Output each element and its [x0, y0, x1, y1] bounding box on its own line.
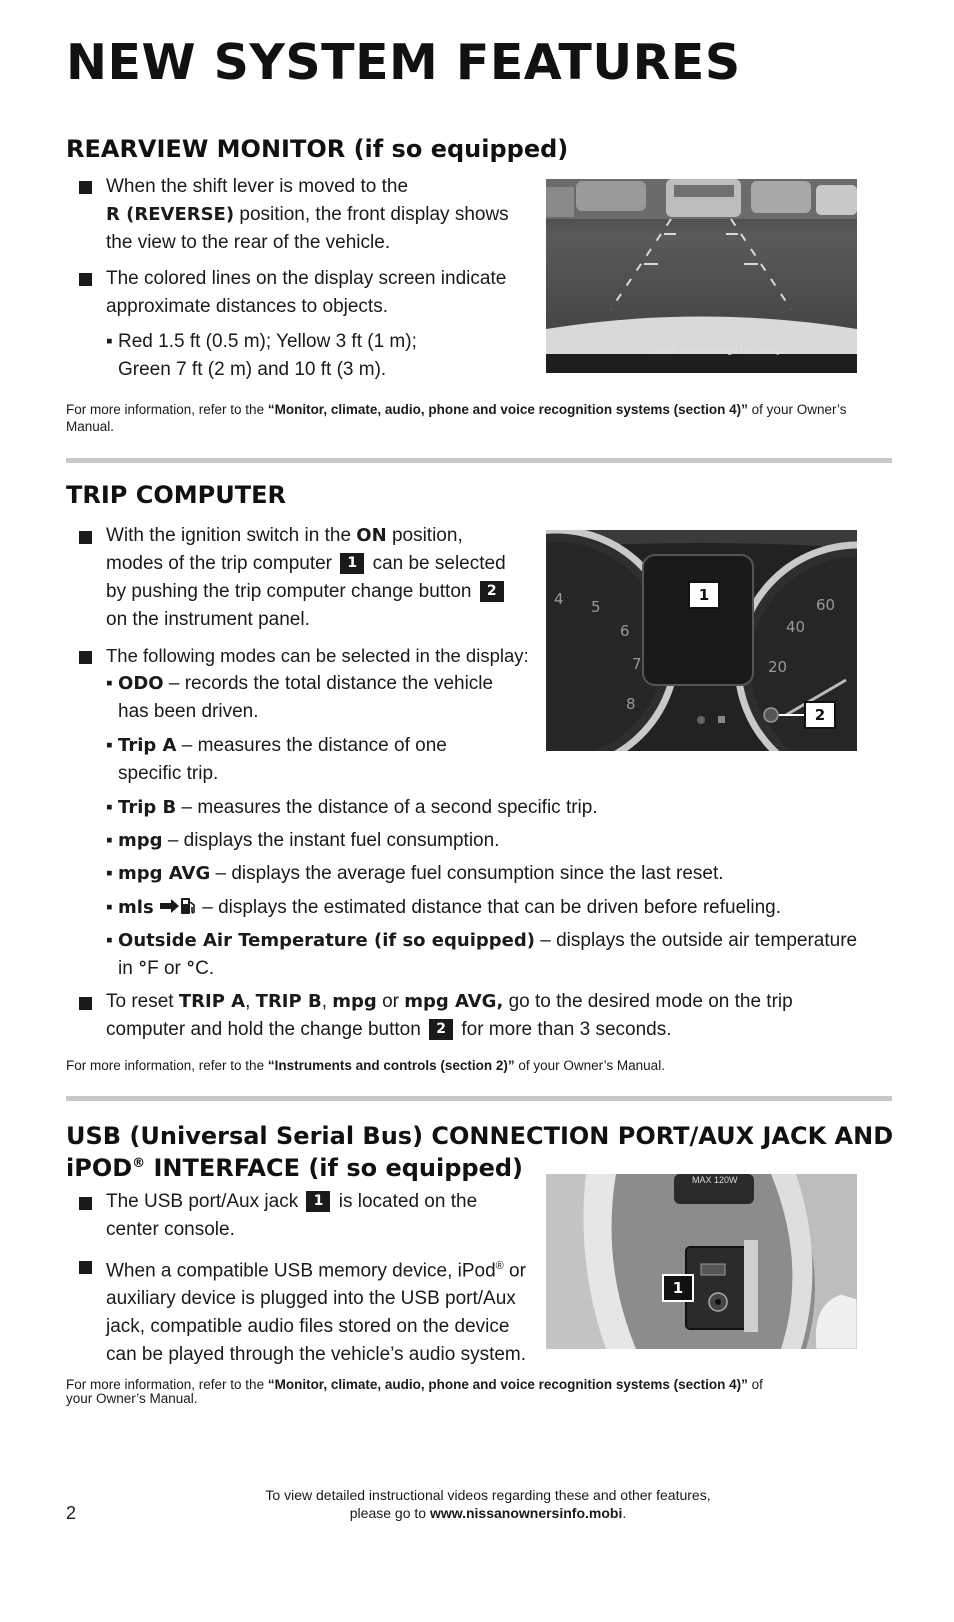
rearview-b1-line2 [106, 201, 536, 229]
note-reference: “Instruments and controls (section 2)” [267, 1058, 515, 1073]
reset-l2-pre: computer and hold the change button [106, 1019, 421, 1040]
bullet-square [79, 1261, 92, 1274]
rearview-caption: Check surroundings for safety. [648, 345, 784, 356]
tripa-line1: ▪ Trip A – measures the distance of one [106, 735, 447, 756]
usb-note [66, 1376, 866, 1407]
trip-b1-l2-pre: modes of the trip computer [106, 553, 332, 574]
gauge-tick-label: 8 [626, 695, 636, 713]
reset-sep2: , [321, 991, 327, 1012]
usb-b2-l1-b: or [503, 1260, 526, 1282]
rearview-camera-svg [546, 179, 857, 373]
trip-b1-l1-pre: With the ignition switch in the [106, 525, 352, 546]
degree-symbol: ° [186, 958, 196, 979]
reset-mpg: mpg [332, 991, 377, 1012]
reset-sep1: , [245, 991, 251, 1012]
trip-reset-bullet [106, 988, 896, 1044]
usb-heading-l2-rest: INTERFACE (if so equipped) [145, 1154, 524, 1182]
usb-heading-line1: USB (Universal Serial Bus) CONNECTION PORT/AUX JACK AND [66, 1122, 894, 1150]
mpg-avg-label: mpg AVG [118, 863, 211, 884]
bullet-square [79, 651, 92, 664]
gauge-tick-label: 7 [632, 655, 642, 673]
usb-port-svg [546, 1174, 857, 1349]
on-label: ON [356, 525, 387, 546]
oat-l2-b: F or [147, 958, 187, 979]
usb-port-image [546, 1174, 857, 1349]
rearview-bullet-1 [106, 173, 536, 257]
image-callout-1: 1 [688, 581, 720, 609]
callout-badge-1: 1 [340, 553, 364, 574]
tripb-label: Trip B [118, 797, 177, 818]
rearview-camera-image [546, 179, 857, 373]
bullet-square [79, 273, 92, 286]
reset-l2-post: for more than 3 seconds. [461, 1019, 672, 1040]
image-callout-2: 2 [804, 701, 836, 729]
note-prefix: For more information, refer to the [66, 1058, 268, 1073]
usb-b2-line3: jack, compatible audio files stored on the device [106, 1316, 510, 1338]
trip-heading: TRIP COMPUTER [66, 481, 286, 509]
trip-mode-odo [106, 670, 536, 726]
rearview-b1-line2-text: position, the front display shows [239, 204, 509, 225]
rearview-b2-line2: approximate distances to objects. [106, 296, 388, 317]
usb-b2-line2: auxiliary device is plugged into the USB port/Aux [106, 1288, 516, 1310]
rearview-b1-line1: When the shift lever is moved to the [106, 176, 409, 197]
gauge-tick-label: 6 [620, 622, 630, 640]
trip-b1-line4: on the instrument panel. [106, 609, 310, 630]
callout-badge-2: 2 [480, 581, 504, 602]
reset-d: go to the desired mode on the trip [508, 991, 793, 1012]
oat-line2 [106, 955, 906, 983]
reset-trip-a: TRIP A [178, 991, 246, 1012]
rearview-b2-line1: The colored lines on the display screen indicate [106, 268, 507, 289]
tripa-text: – measures the distance of one [181, 735, 447, 756]
oat-text: – displays the outside air temperature [540, 930, 858, 951]
reset-or: or [382, 991, 399, 1012]
usb-note-line2: your Owner’s Manual. [66, 1391, 198, 1406]
trip-mode-mpg: ▪ mpg – displays the instant fuel consumption. [106, 830, 500, 851]
usb-heading-line2 [66, 1149, 523, 1183]
trip-b1-line3 [106, 578, 541, 606]
rearview-sub-line1: ▪ Red 1.5 ft (0.5 m); Yellow 3 ft (1 m); [106, 331, 417, 352]
footer [0, 1486, 954, 1522]
odo-text: – records the total distance the vehicle [168, 673, 494, 694]
reverse-label: R (REVERSE) [106, 204, 235, 225]
bullet-square [79, 1197, 92, 1210]
gauge-tick-label: 40 [786, 618, 806, 636]
usb-b2-l1-a: When a compatible USB memory device, iPod [106, 1260, 496, 1282]
arrow-fuel-pump-icon [159, 896, 197, 916]
page-title: NEW SYSTEM FEATURES [66, 34, 741, 91]
website-link[interactable]: www.nissanownersinfo.mobi [429, 1505, 623, 1521]
note-prefix: For more information, refer to the [66, 1377, 268, 1392]
ipod-label: iPOD [66, 1154, 133, 1182]
footer-line1: To view detailed instructional videos regarding these and other features, [265, 1487, 711, 1503]
trip-b1-l1-post: position, [391, 525, 463, 546]
footer-l2-post: . [622, 1505, 627, 1521]
image-callout-1: 1 [662, 1274, 694, 1302]
page-number: 2 [66, 1503, 77, 1523]
reset-a: To reset [106, 991, 174, 1012]
note-reference: “Monitor, climate, audio, phone and voice recognition systems (section 4)” [267, 1377, 748, 1392]
callout-badge-1: 1 [306, 1191, 330, 1212]
trip-b1-line2 [106, 550, 541, 578]
note-reference: “Monitor, climate, audio, phone and voice recognition systems (section 4)” [267, 402, 748, 417]
rearview-bullet-2 [106, 265, 536, 321]
usb-bullet-1 [106, 1188, 536, 1244]
gauge-tick-label: 5 [591, 598, 601, 616]
trip-mode-mpg-avg: ▪ mpg AVG – displays the average fuel consumption since the last reset. [106, 863, 724, 884]
mpg-label: mpg [118, 830, 163, 851]
footer-l2-pre: please go to [349, 1505, 430, 1521]
usb-b1-line2: center console. [106, 1219, 235, 1240]
reset-line1 [106, 988, 896, 1016]
mls-label: mls [118, 897, 154, 918]
trip-b1-l2-post: can be selected [372, 553, 506, 574]
oat-line1: ▪ Outside Air Temperature (if so equipped) – displays the outside air temperature [106, 930, 858, 951]
trip-mode-mls: ▪ mls – displays the estimated distance that can be driven before refueling. [106, 897, 782, 918]
bullet-square [79, 531, 92, 544]
trip-mode-trip-a [106, 732, 536, 788]
note-suffix: of your Owner’s Manual. [66, 402, 847, 434]
tripa-line2: specific trip. [118, 763, 219, 784]
rearview-subbullet [106, 328, 536, 384]
oat-l2-d: C. [195, 958, 215, 979]
rearview-note [66, 401, 866, 435]
gauge-tick-label: 60 [816, 596, 836, 614]
gauge-tick-label: 20 [768, 658, 788, 676]
trip-b1-line1 [106, 522, 541, 550]
rearview-heading: REARVIEW MONITOR (if so equipped) [66, 135, 569, 163]
rearview-sub-line2: Green 7 ft (2 m) and 10 ft (3 m). [118, 359, 387, 380]
rearview-sub-line1-text: Red 1.5 ft (0.5 m); Yellow 3 ft (1 m); [118, 331, 417, 352]
usb-bullet-2 [106, 1252, 546, 1369]
reset-trip-b: TRIP B [255, 991, 322, 1012]
note-suffix: of your Owner’s Manual. [514, 1058, 665, 1073]
odo-line2: has been driven. [118, 701, 259, 722]
instrument-cluster-image [546, 530, 857, 751]
section-divider [66, 458, 892, 463]
odo-line1: ▪ ODO – records the total distance the vehicle [106, 673, 494, 694]
tripb-text: – measures the distance of a second specific trip. [181, 797, 598, 818]
reset-mpg-avg: mpg AVG, [404, 991, 504, 1012]
registered-mark: ® [495, 1260, 504, 1272]
footer-line2 [0, 1504, 954, 1522]
callout-badge-2: 2 [429, 1019, 453, 1040]
usb-b2-line1 [106, 1252, 546, 1285]
gauge-tick-label: 4 [554, 590, 564, 608]
degree-symbol: ° [138, 958, 148, 979]
trip-mode-trip-b: ▪ Trip B – measures the distance of a second specific trip. [106, 797, 598, 818]
tripa-label: Trip A [118, 735, 177, 756]
mpg-text: – displays the instant fuel consumption. [167, 830, 500, 851]
usb-b1-pre: The USB port/Aux jack [106, 1191, 299, 1212]
section-divider [66, 1096, 892, 1101]
rearview-b1-line3: the view to the rear of the vehicle. [106, 232, 391, 253]
trip-b1-l3-pre: by pushing the trip computer change button [106, 581, 472, 602]
odo-label: ODO [118, 673, 164, 694]
usb-b1-line1 [106, 1188, 536, 1216]
bullet-square [79, 181, 92, 194]
mls-text: – displays the estimated distance that can be driven before refueling. [202, 897, 782, 918]
reset-line2 [106, 1016, 896, 1044]
oat-l2-a: in [118, 958, 139, 979]
registered-mark: ® [132, 1156, 146, 1171]
trip-bullet-1 [106, 522, 541, 634]
trip-mode-outside-air-temp [106, 927, 906, 983]
trip-bullet-2: The following modes can be selected in the display: [106, 645, 529, 666]
outlet-label: MAX 120W [692, 1175, 738, 1185]
usb-b1-post: is located on the [338, 1191, 478, 1212]
mpg-avg-text: – displays the average fuel consumption since the last reset. [215, 863, 724, 884]
usb-b2-line4: can be played through the vehicle’s audio system. [106, 1344, 527, 1366]
bullet-square [79, 997, 92, 1010]
note-suffix: of [747, 1377, 763, 1392]
trip-note [66, 1057, 866, 1074]
note-prefix: For more information, refer to the [66, 402, 268, 417]
oat-label: Outside Air Temperature (if so equipped) [118, 930, 535, 951]
callout-leader-line [779, 714, 804, 716]
